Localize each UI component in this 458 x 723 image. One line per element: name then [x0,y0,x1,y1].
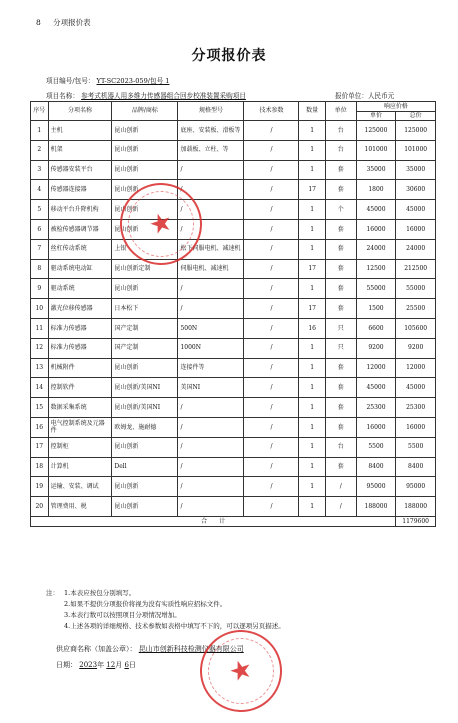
cell-unit: / [325,497,356,517]
cell-qty: 1 [299,140,325,160]
cell-brand: Dell [112,457,178,477]
cell-unit-price: 188000 [356,497,396,517]
total-label: 合 计 [31,516,396,526]
cell-brand: 国产定制 [112,318,178,338]
cell-total: 30600 [396,180,436,200]
cell-param: / [244,219,299,239]
table-row [31,318,436,338]
cell-total: 35000 [396,160,436,180]
cell-param: / [244,259,299,279]
cell-seq: 16 [31,417,49,437]
table-row [31,398,436,418]
cell-item: 电气控制系统及元器件 [48,417,112,437]
cell-param: / [244,398,299,418]
page-section: 分项报价表 [53,18,91,27]
cell-unit: 套 [325,398,356,418]
cell-spec: 500N [178,318,244,338]
cell-param: / [244,457,299,477]
cell-qty: 1 [299,338,325,358]
header-price-group: 响应价格 [356,102,435,112]
supplier-value: 昆山市创新科技检测仪器有限公司 [138,645,244,653]
company-seal: ★ [109,172,212,275]
cell-item: 控制柜 [48,437,112,457]
note-3: 3.本表行数可以按照项目分项情况增加。 [64,611,181,619]
cell-total: 125000 [396,121,436,141]
cell-spec: / [178,219,244,239]
cell-spec: / [178,299,244,319]
cell-seq: 18 [31,457,49,477]
cell-param: / [244,338,299,358]
cell-unit: 套 [325,180,356,200]
table-row [31,121,436,141]
cell-brand: 上银 [112,239,178,259]
cell-seq: 14 [31,378,49,398]
cell-seq: 15 [31,398,49,418]
cell-spec: 美国NI [178,378,244,398]
cell-brand: 昆山创新/美国NI [112,378,178,398]
table-row [31,180,436,200]
cell-item: 控制软件 [48,378,112,398]
cell-seq: 13 [31,358,49,378]
header-qty: 数量 [299,102,325,121]
cell-total: 25500 [396,299,436,319]
cell-unit-price: 12000 [356,358,396,378]
cell-seq: 5 [31,200,49,220]
cell-unit-price: 45000 [356,378,396,398]
table-row [31,477,436,497]
cell-qty: 16 [299,318,325,338]
cell-brand: 昆山创新 [112,160,178,180]
cell-brand: 昆山创新 [112,437,178,457]
cell-unit-price: 12500 [356,259,396,279]
cell-brand: 昆山创新 [112,200,178,220]
table-row [31,140,436,160]
cell-spec: / [178,279,244,299]
cell-qty: 1 [299,239,325,259]
cell-unit: 套 [325,279,356,299]
project-name-value: 参考式机器人用多维力传感器组合回步校准装置采购项目 [81,92,246,100]
cell-unit-price: 95000 [356,477,396,497]
cell-qty: 1 [299,398,325,418]
cell-item: 传感器连接器 [48,180,112,200]
cell-param: / [244,160,299,180]
cell-param: / [244,121,299,141]
cell-qty: 1 [299,358,325,378]
project-name-line [46,90,448,100]
table-row [31,160,436,180]
cell-spec: / [178,477,244,497]
cell-unit-price: 35000 [356,160,396,180]
cell-qty: 1 [299,497,325,517]
cell-seq: 2 [31,140,49,160]
cell-item: 标准力传感器 [48,318,112,338]
cell-param: / [244,497,299,517]
table-row [31,259,436,279]
cell-qty: 1 [299,219,325,239]
cell-seq: 17 [31,437,49,457]
header-item: 分项名称 [48,102,112,121]
cell-spec: / [178,417,244,437]
cell-item: 运输、安装、调试 [48,477,112,497]
header-unit: 单位 [325,102,356,121]
date-day: 6 [124,661,129,669]
table-row [31,417,436,437]
cell-param: / [244,299,299,319]
cell-item: 机械附件 [48,358,112,378]
header-spec: 规格型号 [178,102,244,121]
cell-unit: 套 [325,378,356,398]
table-row [31,358,436,378]
cell-qty: 17 [299,299,325,319]
cell-total: 9200 [396,338,436,358]
cell-seq: 8 [31,259,49,279]
cell-item: 数据采集系统 [48,398,112,418]
cell-unit-price: 9200 [356,338,396,358]
cell-spec: 连接件等 [178,358,244,378]
header-brand: 品牌/商标 [112,102,178,121]
cell-spec: / [178,497,244,517]
cell-unit: / [325,477,356,497]
cell-unit-price: 16000 [356,417,396,437]
table-row [31,437,436,457]
cell-qty: 1 [299,477,325,497]
note-2: 2.如果不提供分项报价将视为没有实质性响应招标文件。 [64,600,227,608]
cell-seq: 7 [31,239,49,259]
quote-table [30,101,436,527]
cell-spec: / [178,200,244,220]
date-year: 2023 [79,661,98,669]
cell-total: 95000 [396,477,436,497]
cell-item: 驱动系统 [48,279,112,299]
cell-seq: 12 [31,338,49,358]
cell-unit: 个 [325,200,356,220]
cell-item: 管理费用、税 [48,497,112,517]
cell-unit: 套 [325,239,356,259]
cell-param: / [244,378,299,398]
note-1: 注： 1.本表应按包分别填写。 [46,589,136,597]
cell-unit: 套 [325,160,356,180]
cell-total: 16000 [396,417,436,437]
cell-item: 移动平台升降机构 [48,200,112,220]
cell-seq: 9 [31,279,49,299]
cell-unit: 台 [325,140,356,160]
header-total: 总价 [396,112,436,121]
cell-qty: 1 [299,121,325,141]
cell-brand: 昆山创新 [112,140,178,160]
cell-qty: 1 [299,457,325,477]
cell-item: 丝杠传动系统 [48,239,112,259]
cell-seq: 19 [31,477,49,497]
cell-unit-price: 25300 [356,398,396,418]
cell-spec: / [178,160,244,180]
cell-total: 25300 [396,398,436,418]
cell-item: 计算机 [48,457,112,477]
cell-unit-price: 24000 [356,239,396,259]
cell-unit-price: 1800 [356,180,396,200]
cell-total: 55000 [396,279,436,299]
cell-unit: 台 [325,437,356,457]
cell-spec: 伺服电机、减速机 [178,259,244,279]
cell-seq: 3 [31,160,49,180]
cell-total: 45000 [396,200,436,220]
cell-unit-price: 125000 [356,121,396,141]
cell-param: / [244,239,299,259]
header-seq: 序号 [31,102,49,121]
table-row [31,338,436,358]
cell-seq: 4 [31,180,49,200]
cell-unit: 套 [325,219,356,239]
cell-param: / [244,279,299,299]
cell-param: / [244,140,299,160]
cell-total: 24000 [396,239,436,259]
project-name-label: 项目名称： [46,92,79,100]
cell-item: 激光位移传感器 [48,299,112,319]
cell-item: 标准力传感器 [48,338,112,358]
cell-brand: 昆山创新 [112,279,178,299]
page-number: 8 [36,18,41,27]
cell-brand: 国产定制 [112,338,178,358]
cell-seq: 1 [31,121,49,141]
cell-param: / [244,200,299,220]
cell-qty: 1 [299,437,325,457]
cell-qty: 1 [299,160,325,180]
cell-param: / [244,318,299,338]
cell-brand: 昆山创新 [112,180,178,200]
cell-brand: 昆山创新/美国NI [112,398,178,418]
cell-unit-price: 6600 [356,318,396,338]
cell-total: 5500 [396,437,436,457]
note-4: 4.上述各项的详细规格、技术参数如表格中填写不下的，可以逐项另页描述。 [64,622,285,630]
table-row [31,239,436,259]
cell-unit: 只 [325,318,356,338]
supplier-label: 供应商名称（加盖公章）： [56,645,137,653]
cell-unit: 套 [325,358,356,378]
cell-total: 101000 [396,140,436,160]
cell-brand: 昆山创新 [112,121,178,141]
cell-spec: / [178,457,244,477]
cell-qty: 1 [299,200,325,220]
cell-qty: 17 [299,180,325,200]
cell-unit: 套 [325,299,356,319]
cell-seq: 20 [31,497,49,517]
cell-param: / [244,180,299,200]
date-month: 12 [106,661,116,669]
cell-spec: 加载板、立柱、等 [178,140,244,160]
cell-spec: 1000N [178,338,244,358]
cell-unit-price: 101000 [356,140,396,160]
cell-brand: 昆山创新 [112,358,178,378]
cell-seq: 6 [31,219,49,239]
cell-param: / [244,358,299,378]
cell-qty: 17 [299,259,325,279]
cell-unit-price: 8400 [356,457,396,477]
cell-param: / [244,437,299,457]
cell-brand: 昆山创新 [112,497,178,517]
cell-unit-price: 55000 [356,279,396,299]
cell-param: / [244,477,299,497]
total-value: 1179600 [396,516,436,526]
header-param: 技术参数 [244,102,299,121]
cell-unit: 套 [325,457,356,477]
cell-qty: 1 [299,417,325,437]
cell-seq: 10 [31,299,49,319]
cell-item: 驱动系统电动缸 [48,259,112,279]
currency-label: 报价单位：人民币元 [335,92,395,100]
header-unit-price: 单价 [356,112,396,121]
cell-item: 机架 [48,140,112,160]
cell-brand: 昆山创新 [112,219,178,239]
table-row [31,200,436,220]
cell-item: 主机 [48,121,112,141]
cell-unit: 套 [325,417,356,437]
cell-total: 45000 [396,378,436,398]
table-row [31,378,436,398]
cell-spec: / [178,437,244,457]
table-row [31,457,436,477]
page-header [36,17,91,28]
cell-total: 12000 [396,358,436,378]
project-code-value: YT-SC2023-059/包号 1 [96,77,170,85]
cell-brand: 欧姆龙、施耐德 [112,417,178,437]
cell-spec: / [178,398,244,418]
cell-total: 212500 [396,259,436,279]
cell-unit: 只 [325,338,356,358]
cell-unit-price: 45000 [356,200,396,220]
cell-param: / [244,417,299,437]
cell-unit-price: 16000 [356,219,396,239]
company-seal: ★ [189,619,292,722]
cell-unit-price: 5500 [356,437,396,457]
cell-spec: 松下伺服电机、减速机 [178,239,244,259]
cell-spec: / [178,180,244,200]
notes [46,588,285,632]
document-title: 分项报价表 [191,48,267,64]
cell-brand: 日本松下 [112,299,178,319]
notes-lead: 注： [46,589,59,597]
cell-qty: 1 [299,378,325,398]
cell-item: 被检传感器调节器 [48,219,112,239]
table-row [31,497,436,517]
date-label: 日期： [56,661,77,669]
cell-unit-price: 1500 [356,299,396,319]
table-row [31,279,436,299]
table-row [31,299,436,319]
cell-seq: 11 [31,318,49,338]
cell-unit: 套 [325,259,356,279]
cell-total: 16000 [396,219,436,239]
date-line: 日期： 2023年 12月 6日 [56,661,136,669]
project-code-line [46,75,169,85]
cell-total: 188000 [396,497,436,517]
cell-total: 105600 [396,318,436,338]
cell-item: 传感器安装平台 [48,160,112,180]
cell-brand: 昆山创新定制 [112,259,178,279]
cell-qty: 1 [299,279,325,299]
cell-total: 8400 [396,457,436,477]
table-row [31,219,436,239]
cell-brand: 昆山创新 [112,477,178,497]
cell-spec: 底座、安装板、滑板等 [178,121,244,141]
project-code-label: 项目编号/包号： [46,77,95,85]
cell-unit: 台 [325,121,356,141]
